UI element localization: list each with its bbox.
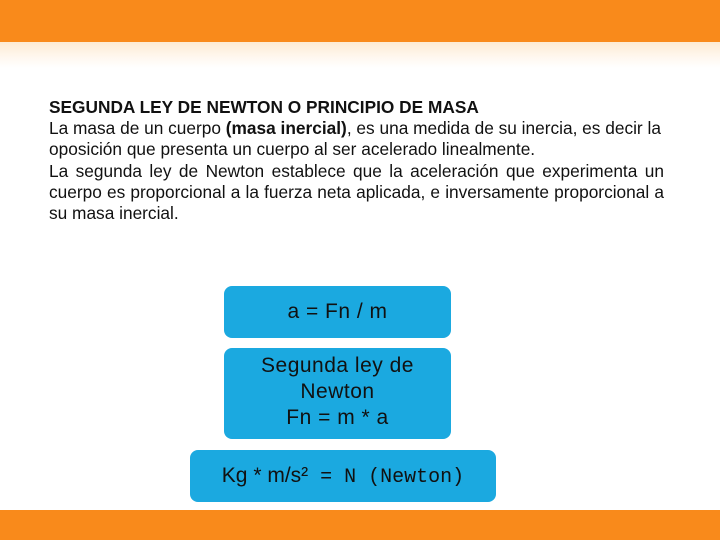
paragraph-mass-definition [49,118,664,160]
bottom-accent-bar [0,510,720,540]
slide-title: SEGUNDA LEY DE NEWTON O PRINCIPIO DE MASA [49,97,479,117]
paragraph-newton-law: La segunda ley de Newton establece que la aceleración que experimenta un cuerpo es proporcional a la fuerza neta aplicada, e inversamente proporcional a su masa inercial. [49,160,664,224]
top-accent-gradient [0,42,720,68]
second-law-line-3: Fn = m * a [286,406,389,429]
second-law-box [224,348,451,439]
paragraph-mass-bold-term: (masa inercial) [225,118,347,139]
top-accent-bar [0,0,720,42]
slide-content [49,97,664,224]
units-result: = N (Newton) [308,466,465,489]
second-law-line-2: Newton [300,380,375,403]
second-law-line-1: Segunda ley de [261,354,414,377]
paragraph-mass-rest: , es una medida de su inercia, es decir la oposición que presenta un cuerpo al ser acelerado linealmente. [49,118,661,160]
paragraph-mass-intro: La masa de un cuerpo [49,118,226,139]
units-box [190,450,496,502]
units-expression: Kg * m/s² [221,464,309,487]
formula-box: a = Fn / m [224,286,451,338]
